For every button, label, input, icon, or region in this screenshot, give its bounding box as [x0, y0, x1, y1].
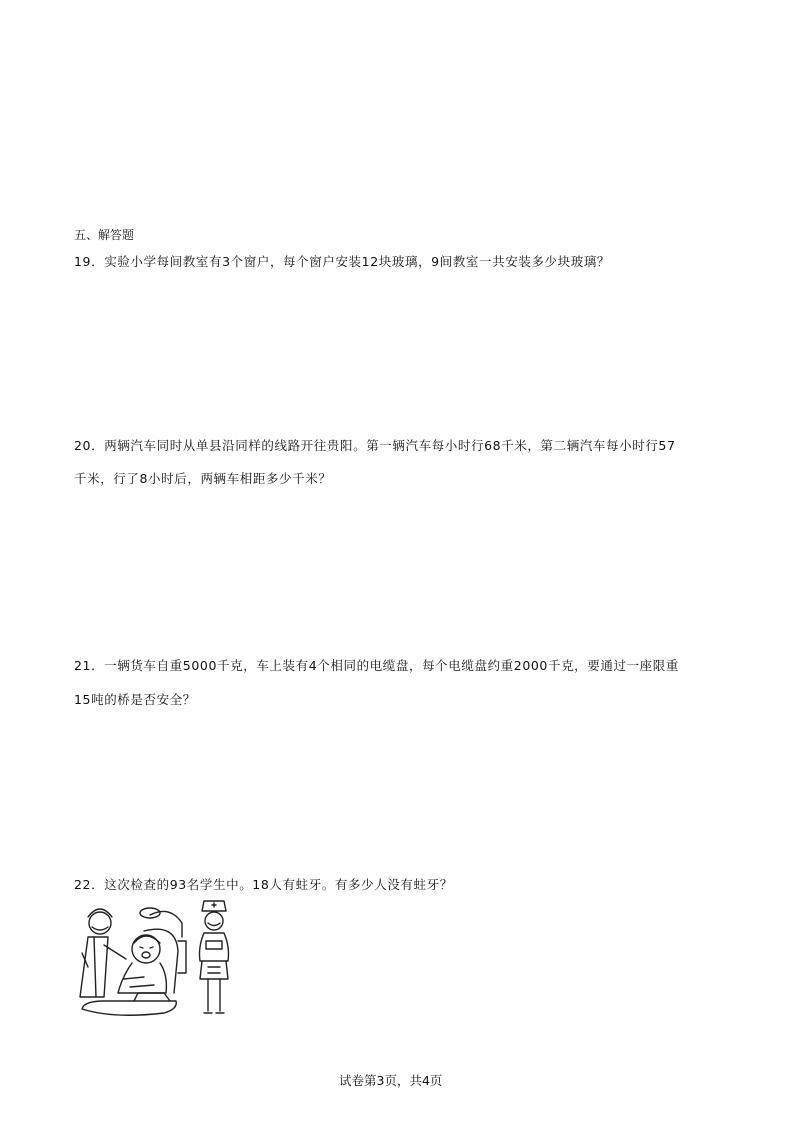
question-19-line-1: 19．实验小学每间教室有3个窗户，每个窗户安装12块玻璃，9间教室一共安装多少块玻璃？: [74, 254, 611, 269]
question-21-line-1: 21．一辆货车自重5000千克，车上装有4个相同的电缆盘，每个电缆盘约重2000千克，要通过一座限重: [74, 658, 679, 673]
question-22-line-1: 22．这次检查的93名学生中。18人有蛀牙。有多少人没有蛀牙？: [74, 877, 453, 892]
question-20-line-1: 20．两辆汽车同时从单县沿同样的线路开往贵阳。第一辆汽车每小时行68千米，第二辆汽车每小时行57: [74, 438, 676, 453]
question-21-line-2: 15吨的桥是否安全？: [74, 692, 196, 707]
dentist-and-nurse-illustration: [74, 897, 254, 1019]
page-footer: 试卷第3页，共4页: [339, 1073, 443, 1088]
question-20-line-2: 千米，行了8小时后，两辆车相距多少千米？: [74, 471, 332, 486]
section-title: 五、解答题: [74, 228, 135, 242]
